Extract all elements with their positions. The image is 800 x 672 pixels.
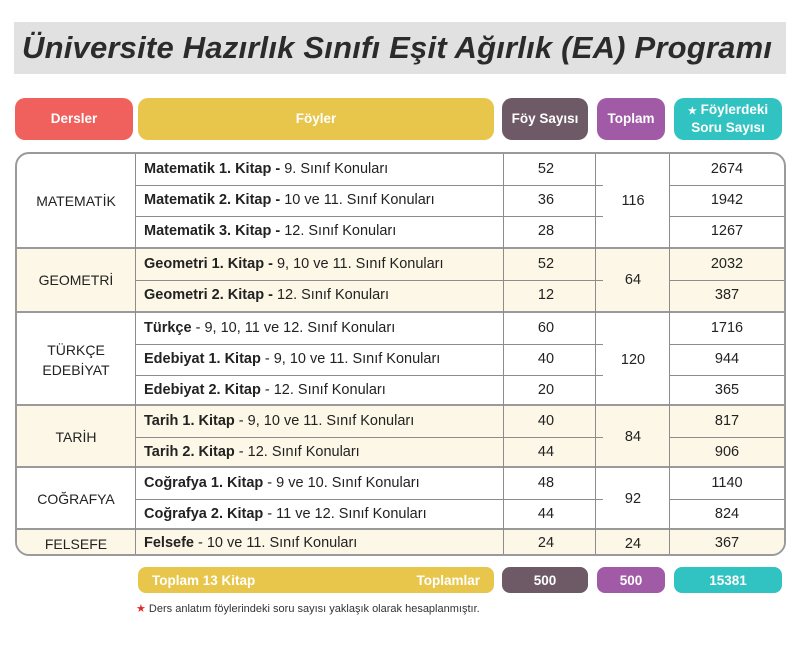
soru-cell: 944 (714, 351, 740, 367)
foy-cell: 40 (537, 413, 555, 429)
total-cell: 64 (624, 272, 642, 288)
foy-cell: 20 (537, 382, 555, 398)
header-foy-sayisi: Föy Sayısı (502, 98, 588, 140)
program-table (15, 152, 786, 556)
subject-cell: TÜRKÇE EDEBİYAT (42, 341, 110, 378)
foy-cell: 24 (537, 535, 555, 551)
total-cell: 120 (620, 351, 646, 368)
subject-cell: FELSEFE (44, 536, 108, 552)
book-cell: Edebiyat 1. Kitap - 9, 10 ve 11. Sınıf Konuları (144, 351, 441, 367)
subject-cell: TARİH (55, 429, 97, 445)
footer-foy-total: 500 (502, 567, 588, 593)
star-icon: ★ (687, 106, 697, 117)
footer-toplamlar-label: Toplamlar (416, 572, 480, 588)
star-icon: ★ (136, 603, 146, 615)
foy-cell: 44 (537, 506, 555, 522)
foy-cell: 52 (537, 161, 555, 177)
footer-kitap-bar (138, 567, 494, 593)
book-cell: Türkçe - 9, 10, 11 ve 12. Sınıf Konuları (144, 320, 396, 336)
header-foyler: Föyler (138, 98, 494, 140)
foy-cell: 28 (537, 223, 555, 239)
book-cell: Geometri 2. Kitap - 12. Sınıf Konuları (144, 287, 389, 303)
header-soru-sayisi (674, 98, 782, 140)
soru-cell: 817 (714, 413, 740, 429)
foy-cell: 48 (537, 475, 555, 491)
soru-cell: 1716 (710, 320, 744, 336)
soru-cell: 387 (714, 287, 740, 303)
foy-cell: 60 (537, 320, 555, 336)
total-cell: 116 (621, 192, 645, 209)
soru-cell: 1942 (710, 192, 744, 208)
book-cell: Tarih 1. Kitap - 9, 10 ve 11. Sınıf Konuları (144, 413, 415, 429)
footer-soru-total: 15381 (674, 567, 782, 593)
soru-cell: 1267 (710, 223, 744, 239)
book-cell: Matematik 1. Kitap - 9. Sınıf Konuları (144, 161, 389, 177)
book-cell: Matematik 2. Kitap - 10 ve 11. Sınıf Konuları (144, 192, 435, 208)
soru-cell: 2674 (710, 161, 744, 177)
total-cell: 84 (624, 429, 642, 445)
book-cell: Felsefe - 10 ve 11. Sınıf Konuları (144, 535, 358, 551)
subject-cell: MATEMATİK (36, 192, 116, 209)
header-soru-line2: Soru Sayısı (691, 120, 765, 135)
page-title: Üniversite Hazırlık Sınıfı Eşit Ağırlık (EA) Programı (22, 30, 773, 65)
foy-cell: 44 (537, 444, 555, 460)
total-cell: 24 (624, 536, 642, 552)
header-toplam: Toplam (597, 98, 665, 140)
footnote: ★ Ders anlatım föylerindeki soru sayısı yaklaşık olarak hesaplanmıştır. (136, 603, 480, 615)
soru-cell: 906 (714, 444, 740, 460)
book-cell: Geometri 1. Kitap - 9, 10 ve 11. Sınıf Konuları (144, 256, 444, 272)
soru-cell: 365 (714, 382, 740, 398)
header-dersler: Dersler (15, 98, 133, 140)
soru-cell: 1140 (711, 475, 743, 491)
foy-cell: 52 (537, 256, 555, 272)
soru-cell: 2032 (710, 256, 744, 272)
book-cell: Tarih 2. Kitap - 12. Sınıf Konuları (144, 444, 360, 460)
subject-cell: COĞRAFYA (37, 491, 115, 507)
header-soru-line1: ★ Föylerdeki (687, 102, 769, 117)
footer-kitap-label: Toplam 13 Kitap (152, 572, 256, 588)
footer-toplam-total: 500 (597, 567, 665, 593)
foy-cell: 12 (537, 287, 555, 303)
book-cell: Coğrafya 1. Kitap - 9 ve 10. Sınıf Konuları (144, 475, 420, 491)
foy-cell: 36 (537, 192, 555, 208)
total-cell: 92 (624, 491, 642, 507)
soru-cell: 367 (714, 535, 740, 551)
soru-cell: 824 (714, 506, 740, 522)
book-cell: Matematik 3. Kitap - 12. Sınıf Konuları (144, 223, 397, 239)
foy-cell: 40 (537, 351, 555, 367)
book-cell: Edebiyat 2. Kitap - 12. Sınıf Konuları (144, 382, 386, 398)
book-cell: Coğrafya 2. Kitap - 11 ve 12. Sınıf Konuları (144, 506, 427, 522)
subject-cell: GEOMETRİ (38, 272, 114, 288)
